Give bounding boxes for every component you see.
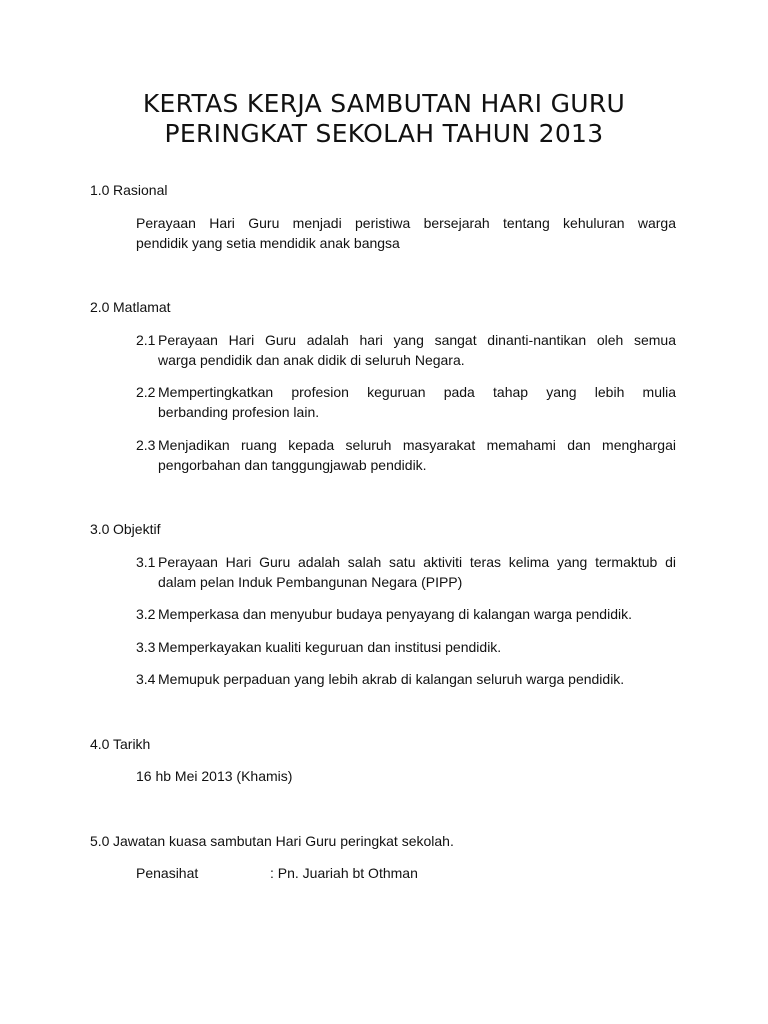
committee-role: Penasihat	[136, 865, 199, 881]
item-text	[158, 637, 676, 657]
section-title: Jawatan kuasa sambutan Hari Guru peringkat sekolah.	[113, 833, 454, 849]
rasional-paragraph	[136, 213, 676, 253]
item-text	[158, 552, 676, 592]
section-title: Rasional	[113, 182, 168, 198]
item-number: 2.1	[136, 332, 156, 348]
section-number: 2.0	[90, 299, 110, 315]
section-title: Tarikh	[113, 736, 151, 752]
item-text	[158, 382, 676, 422]
item-number: 3.2	[136, 606, 156, 622]
item-line: Memperkayakan kualiti keguruan dan institusi pendidik.	[158, 639, 502, 655]
item-line: Menjadikan ruang kepada seluruh masyarakat memahami dan menghargai	[158, 437, 676, 453]
section-heading-matlamat	[90, 298, 171, 316]
item-number: 2.3	[136, 437, 156, 453]
item-text	[158, 435, 676, 475]
committee-row-penasihat	[136, 864, 418, 882]
item-line: Perayaan Hari Guru adalah hari yang sangat dinanti-nantikan oleh semua	[158, 332, 676, 348]
document-title-line-2: PERINGKAT SEKOLAH TAHUN 2013	[164, 119, 604, 148]
item-line: warga pendidik dan anak didik di seluruh Negara.	[158, 352, 465, 368]
item-number: 2.2	[136, 384, 156, 400]
item-text	[158, 330, 676, 370]
item-text	[158, 604, 676, 624]
section-heading-rasional	[90, 181, 167, 199]
item-line: dalam pelan Induk Pembangunan Negara (PIPP)	[158, 574, 463, 590]
section-heading-jawatankuasa	[90, 832, 454, 850]
item-number: 3.3	[136, 639, 156, 655]
section-number: 3.0	[90, 521, 110, 537]
item-number: 3.4	[136, 671, 156, 687]
item-line: Perayaan Hari Guru adalah salah satu aktiviti teras kelima yang termaktub di	[158, 554, 676, 570]
paragraph-line: Perayaan Hari Guru menjadi peristiwa bersejarah tentang kehuluran warga	[136, 215, 676, 231]
section-title: Matlamat	[113, 299, 171, 315]
item-line: Memperkasa dan menyubur budaya penyayang di kalangan warga pendidik.	[158, 606, 632, 622]
section-number: 5.0	[90, 833, 110, 849]
section-title: Objektif	[113, 521, 161, 537]
section-heading-tarikh	[90, 735, 150, 753]
tarikh-value: 16 hb Mei 2013 (Khamis)	[136, 768, 293, 784]
item-line: berbanding profesion lain.	[158, 404, 320, 420]
committee-name: : Pn. Juariah bt Othman	[270, 865, 418, 881]
section-number: 4.0	[90, 736, 110, 752]
item-text	[158, 669, 676, 689]
item-line: pengorbahan dan tanggungjawab pendidik.	[158, 457, 427, 473]
paragraph-line: pendidik yang setia mendidik anak bangsa	[136, 235, 400, 251]
section-heading-objektif	[90, 520, 160, 538]
section-number: 1.0	[90, 182, 110, 198]
document-title-line-1: KERTAS KERJA SAMBUTAN HARI GURU	[142, 89, 626, 118]
item-line: Memupuk perpaduan yang lebih akrab di kalangan seluruh warga pendidik.	[158, 671, 625, 687]
item-line: Mempertingkatkan profesion keguruan pada tahap yang lebih mulia	[158, 384, 676, 400]
item-number: 3.1	[136, 554, 156, 570]
